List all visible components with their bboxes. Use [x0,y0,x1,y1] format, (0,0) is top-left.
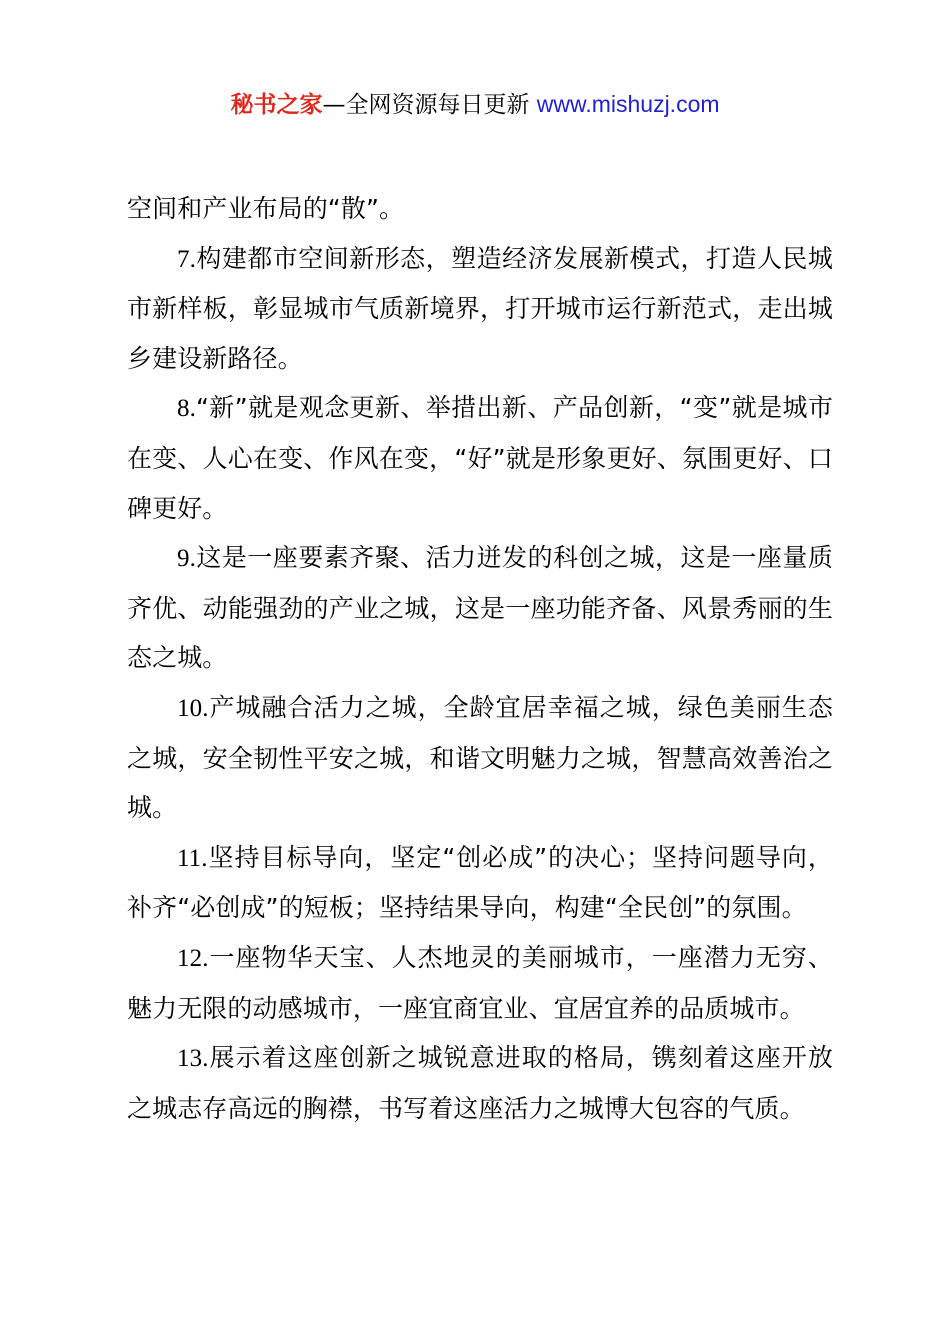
paragraph-number: 10. [177,694,209,722]
paragraph-item-11 [127,833,833,933]
paragraph-item-10 [127,683,833,833]
paragraph-text: 空间和产业布局的“散”。 [127,194,405,223]
site-url-link[interactable]: www.mishuzj.com [536,91,720,117]
paragraph-text: 产城融合活力之城，全龄宜居幸福之城，绿色美丽生态之城，安全韧性平安之城，和谐文明魅力之城，智慧高效善治之城。 [127,692,833,823]
paragraph-text: 坚持目标导向，坚定“创必成”的决心；坚持问题导向，补齐“必创成”的短板；坚持结果导向，构建“全民创”的氛围。 [127,842,833,923]
paragraph-item-12 [127,933,833,1033]
paragraph-item-8 [127,383,833,533]
paragraph-item-13 [127,1033,833,1133]
brand-name: 秘书之家 [230,92,323,118]
paragraph-text: 展示着这座创新之城锐意进取的格局，镌刻着这座开放之城志存高远的胸襟，书写着这座活力之城博大包容的气质。 [127,1043,833,1123]
paragraph-item-7 [127,234,833,384]
header-tagline: —全网资源每日更新 [322,92,537,118]
page-header [0,86,950,123]
paragraph-number: 13. [177,1045,209,1073]
paragraph-number: 7. [177,245,196,273]
paragraph-text: 构建都市空间新形态，塑造经济发展新模式，打造人民城市新样板，彰显城市气质新境界，打开城市运行新范式，走出城乡建设新路径。 [127,243,833,373]
paragraph-number: 12. [177,944,209,972]
paragraph-text: 这是一座要素齐聚、活力迸发的科创之城，这是一座量质齐优、动能强劲的产业之城，这是一座功能齐备、风景秀丽的生态之城。 [127,543,833,673]
paragraph-text: 一座物华天宝、人杰地灵的美丽城市，一座潜力无穷、魅力无限的动感城市，一座宜商宜业、宜居宜养的品质城市。 [127,942,833,1023]
paragraph-continuation [127,184,833,234]
paragraph-number: 11. [177,844,208,872]
paragraph-number: 9. [177,545,196,573]
paragraph-text: “新”就是观念更新、举措出新、产品创新，“变”就是城市在变、人心在变、作风在变，“好”就是形象更好、氛围更好、口碑更好。 [127,393,833,523]
paragraph-number: 8. [177,395,196,423]
document-body [127,184,833,1133]
paragraph-item-9 [127,533,833,683]
